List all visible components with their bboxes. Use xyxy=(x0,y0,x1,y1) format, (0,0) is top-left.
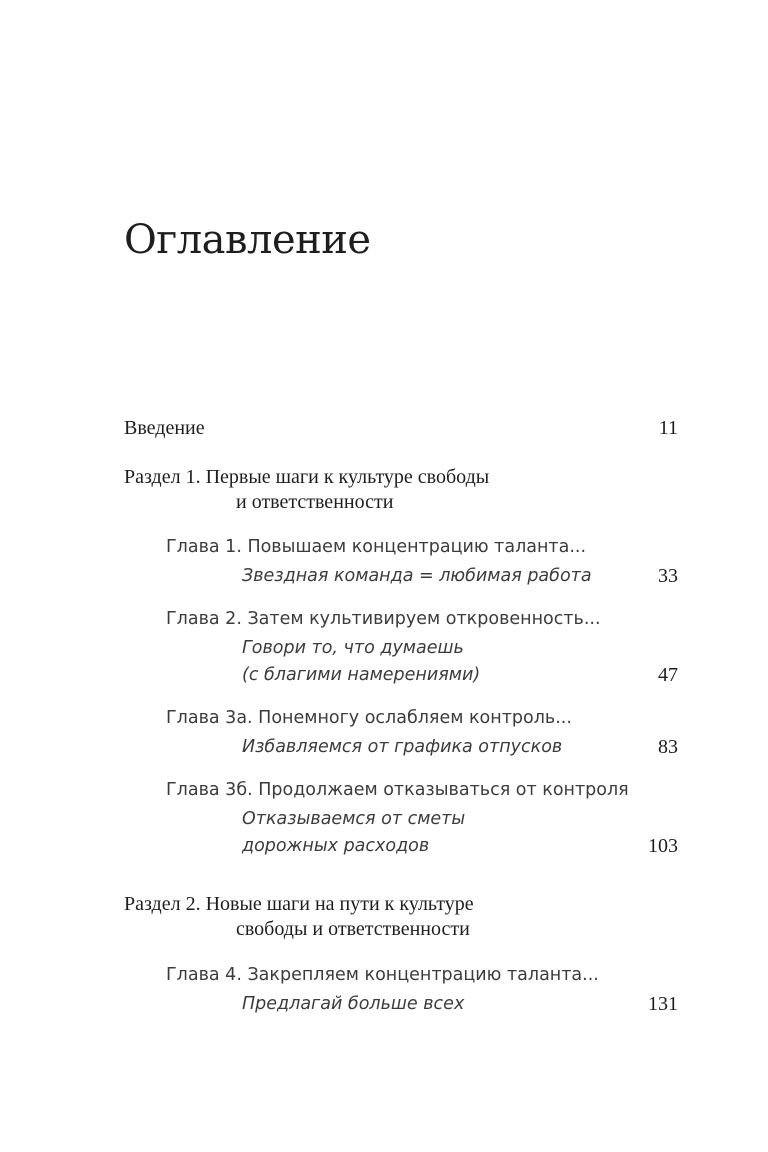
chapter-subtitle: Предлагай больше всех xyxy=(242,994,465,1014)
chapter-title: Глава 2. Затем культивируем откровенность... xyxy=(166,609,601,629)
page-number-intro: 11 xyxy=(658,417,678,439)
page-number: 47 xyxy=(658,664,678,686)
chapter-subtitle: Звездная команда = любимая работа xyxy=(242,566,592,586)
page-title: Оглавление xyxy=(124,217,371,263)
page-number: 103 xyxy=(648,835,678,857)
chapter-title: Глава 1. Повышаем концентрацию таланта... xyxy=(166,537,587,557)
chapter-subtitle-continued: дорожных расходов xyxy=(242,836,430,856)
toc-entry-intro: Введение xyxy=(124,417,205,439)
section-1-heading-continued: и ответственности xyxy=(236,491,394,513)
page-number: 33 xyxy=(658,565,678,587)
chapter-subtitle: Отказываемся от сметы xyxy=(242,809,466,829)
chapter-title: Глава 3а. Понемногу ослабляем контроль... xyxy=(166,708,572,728)
page-number: 131 xyxy=(648,993,678,1015)
chapter-title: Глава 3б. Продолжаем отказываться от контроля xyxy=(166,780,629,800)
section-1-heading: Раздел 1. Первые шаги к культуре свободы xyxy=(124,466,490,488)
chapter-subtitle: Говори то, что думаешь xyxy=(242,638,464,658)
section-2-heading: Раздел 2. Новые шаги на пути к культуре xyxy=(124,893,474,915)
chapter-title: Глава 4. Закрепляем концентрацию таланта... xyxy=(166,965,599,985)
section-2-heading-continued: свободы и ответственности xyxy=(236,918,470,940)
chapter-subtitle-continued: (с благими намерениями) xyxy=(242,665,481,685)
chapter-subtitle: Избавляемся от графика отпусков xyxy=(242,737,563,757)
page-number: 83 xyxy=(658,736,678,758)
